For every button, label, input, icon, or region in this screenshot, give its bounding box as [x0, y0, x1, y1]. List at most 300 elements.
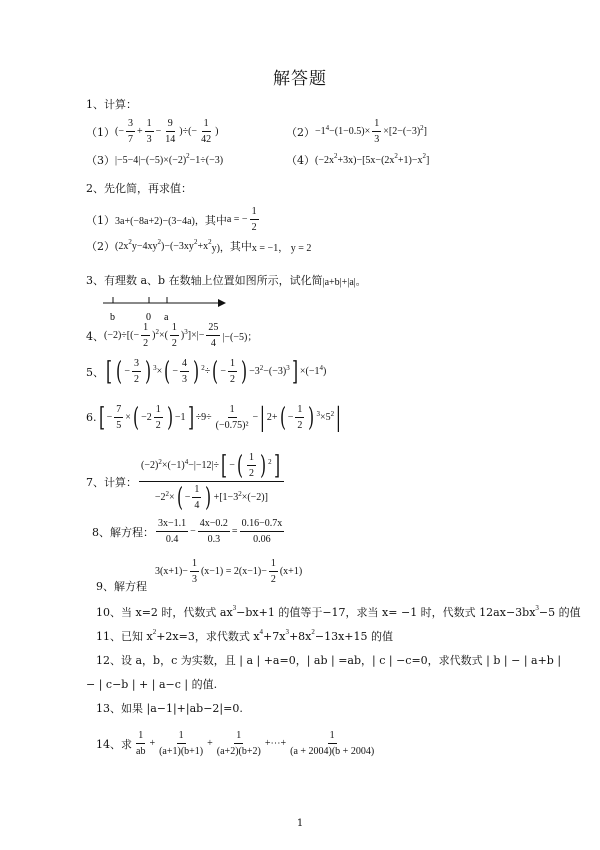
math-text: (−2): [141, 460, 159, 471]
superscript: 2: [208, 238, 212, 246]
math-text: −: [184, 492, 191, 503]
bracket: ]: [291, 356, 298, 387]
label-text: −13x+15 的值: [314, 630, 394, 643]
math-text: −: [287, 412, 294, 423]
problem-q1-4: [286, 152, 429, 168]
superscript: 3: [286, 363, 290, 372]
math-text: 0.3: [207, 534, 221, 545]
superscript: 2: [422, 152, 427, 160]
denominator: [199, 132, 213, 145]
math-text: 1: [138, 730, 144, 741]
math-text: |−5−4|−(−5)×(−2): [115, 154, 187, 166]
label-text: 4、: [86, 329, 104, 343]
bracket: ): [260, 450, 267, 481]
fraction: [214, 404, 251, 431]
math-text: a = −: [226, 214, 248, 225]
label-text: −bx+1 的值等于−17，求当 x= −1 时，代数式 12ax−3bx: [236, 606, 536, 619]
numerator: [228, 404, 237, 418]
denominator: [114, 418, 123, 431]
superscript: 4: [325, 123, 330, 132]
bracket: ): [308, 402, 315, 433]
bracket: ): [241, 356, 248, 387]
bracket: (: [236, 450, 243, 481]
fraction: [228, 358, 237, 385]
superscript: 2: [165, 489, 169, 498]
label-text: 13、如果 |a−1|+|ab−2|=0.: [96, 702, 243, 715]
math-text: (a+2)(b+2): [216, 746, 261, 757]
math-text: ×: [168, 492, 175, 503]
bracket: (: [132, 402, 140, 433]
bracket: (: [164, 356, 171, 387]
math-text: ×: [125, 412, 131, 423]
math-text: 1: [155, 404, 161, 415]
label-text: 3、有理数 a、b 在数轴上位置如图所示，试化简: [86, 274, 323, 287]
superscript: 2: [238, 489, 242, 498]
denominator: [215, 744, 263, 757]
superscript: 3: [535, 604, 539, 612]
denominator: [170, 336, 179, 349]
numerator: [250, 206, 259, 220]
fraction: [288, 730, 376, 757]
math-text: 3: [191, 574, 197, 585]
denominator: [141, 336, 150, 349]
problem-q3: [86, 272, 366, 288]
math-text: 3(x+1)−: [155, 566, 188, 577]
math-text: (a+1)(b+1): [159, 746, 204, 757]
numerator: [192, 484, 201, 498]
math-text: 2: [270, 574, 276, 585]
math-text: 2: [155, 420, 161, 431]
math-text: ): [152, 330, 156, 341]
denominator: [164, 532, 181, 545]
math-text: 7: [116, 404, 122, 415]
math-text: 1: [178, 730, 184, 741]
math-text: )÷(−: [179, 126, 198, 137]
numerator: [247, 452, 256, 466]
fraction: [247, 452, 256, 479]
math-text: −: [172, 366, 179, 377]
denominator: [154, 418, 163, 431]
numerator: [136, 730, 145, 744]
fraction: [372, 118, 381, 145]
bracket: [: [98, 402, 105, 433]
math-text: ×(−2)]: [241, 492, 268, 503]
bracket: ]: [187, 402, 194, 433]
superscript: 2: [420, 123, 424, 132]
math-text: 1: [143, 322, 149, 333]
math-text: )−(−3xy: [160, 240, 194, 252]
math-text: +x: [197, 240, 209, 252]
label-text: 11、已知 x: [96, 630, 153, 643]
math-text: 0.16−0.7x: [241, 518, 283, 529]
label-text: 14、求: [96, 737, 132, 751]
bracket: ): [205, 482, 212, 513]
math-text: −: [220, 366, 226, 377]
math-text: 1: [191, 558, 197, 569]
superscript: 2: [268, 457, 272, 466]
math-text: 42: [201, 134, 212, 145]
bracket: [: [221, 450, 228, 481]
superscript: 2: [186, 152, 190, 160]
math-text: ab: [136, 746, 146, 757]
denominator: [209, 336, 218, 349]
problem-q1: [86, 96, 137, 112]
numerator: [240, 518, 285, 532]
bracket: (: [176, 482, 183, 513]
fraction: [250, 206, 259, 233]
superscript: 2: [157, 238, 161, 246]
superscript: 2: [193, 238, 198, 246]
label-text: （4）: [286, 154, 315, 167]
denominator: [288, 744, 376, 757]
fraction: [180, 358, 189, 385]
math-text: 0.4: [165, 534, 179, 545]
denominator: [192, 498, 201, 511]
numerator: [198, 518, 230, 532]
math-text: 1: [251, 206, 257, 217]
label-b: b: [110, 312, 115, 323]
superscript: 2: [155, 327, 159, 336]
math-text: 1: [230, 358, 235, 369]
problem-q7: [86, 452, 286, 511]
label-0: 0: [146, 312, 151, 323]
numerator: [328, 730, 337, 744]
fraction: [170, 322, 179, 349]
math-text: ×[2−(−3): [383, 126, 421, 137]
math-text: −: [190, 526, 196, 537]
fraction: [145, 118, 154, 145]
label-text: 7、计算：: [86, 475, 137, 489]
superscript: 2: [158, 457, 162, 466]
fraction: [156, 518, 188, 545]
fraction: [295, 404, 304, 431]
problem-q9: [96, 578, 147, 594]
math-text: ×5: [319, 412, 331, 423]
problem-q2: [86, 180, 192, 196]
math-text: 7: [127, 134, 133, 145]
denominator: [206, 532, 223, 545]
numerator: [202, 118, 211, 132]
bracket: (: [212, 356, 219, 387]
math-text: =: [231, 526, 238, 537]
math-text: 0.06: [253, 534, 271, 545]
superscript: 4: [259, 628, 264, 636]
math-text: ×(−1): [161, 460, 185, 471]
math-text: y)，: [211, 242, 230, 254]
math-text: ×: [156, 366, 163, 377]
math-text: 2: [171, 338, 177, 349]
superscript: 3: [232, 604, 237, 612]
numerator: [132, 358, 141, 372]
denominator: [145, 132, 154, 145]
denominator: [372, 132, 381, 145]
math-text: 2: [297, 420, 303, 431]
math-text: +1)−x: [397, 154, 423, 166]
math-text: +⋯+: [264, 738, 287, 749]
superscript: 2: [152, 628, 157, 636]
fraction: [206, 322, 220, 349]
problem-q12: [96, 652, 561, 668]
math-text: ÷9÷: [195, 412, 212, 423]
problem-q10: [96, 604, 581, 620]
math-text: −(1−0.5)×: [329, 126, 371, 137]
math-text: (x+1): [279, 566, 303, 577]
fraction: [134, 730, 147, 757]
math-text: x = −1， y = 2: [251, 242, 312, 254]
problem-q13: [96, 700, 243, 716]
math-text: 4: [194, 500, 200, 511]
problem-q6: [86, 404, 343, 431]
math-text: 1: [236, 730, 242, 741]
math-text: −|−12|÷: [188, 460, 220, 471]
math-text: 25: [208, 322, 219, 333]
label-text: 12、设 a，b，c 为实数，且 | a | +a=0，| ab | =ab，| c | −c=0，求代数式 | b | − | a+b |: [96, 654, 562, 667]
denominator: [247, 466, 256, 479]
math-text: −2: [154, 492, 166, 503]
math-text: ÷: [204, 366, 211, 377]
math-text: 2: [249, 468, 254, 479]
fraction: [163, 118, 177, 145]
superscript: 3: [184, 327, 188, 336]
math-text: ]: [426, 154, 430, 166]
fraction: [139, 452, 284, 511]
numerator: [372, 118, 381, 132]
label-text: +7x: [263, 629, 286, 643]
fraction: [114, 404, 123, 431]
fraction: [190, 558, 199, 585]
numerator: [114, 404, 123, 418]
problem-q11: [96, 628, 393, 644]
superscript: 2: [394, 152, 398, 160]
numerator: [145, 118, 154, 132]
numerator: [166, 118, 175, 132]
math-text: 1: [297, 404, 303, 415]
math-text: (−: [115, 126, 124, 137]
math-text: +: [149, 738, 156, 749]
bracket: |: [259, 402, 266, 433]
denominator: [134, 744, 147, 757]
label-text: +8x: [288, 629, 312, 643]
superscript: 2: [333, 152, 338, 160]
superscript: 2: [128, 238, 132, 246]
math-text: −1: [174, 412, 186, 423]
math-text: (−0.75)²: [215, 420, 249, 431]
numerator: [269, 558, 278, 572]
math-text: 3: [182, 374, 188, 385]
math-text: ): [215, 126, 219, 137]
label-text: （2）: [86, 240, 115, 253]
label-a: a: [164, 312, 169, 323]
bracket: ): [166, 402, 173, 433]
math-text: −: [124, 366, 130, 377]
math-text: ×(: [158, 330, 168, 341]
denominator: [132, 372, 141, 385]
label-text: 2、先化简，再求值：: [86, 182, 192, 195]
denominator: [269, 572, 278, 585]
label-text: 6.: [86, 411, 97, 424]
numerator: [234, 730, 243, 744]
math-text: y−4xy: [131, 240, 158, 252]
numerator: [180, 358, 189, 372]
bracket: ]: [273, 450, 280, 481]
math-text: +: [136, 126, 143, 137]
superscript: 2: [330, 409, 335, 418]
math-text: 1: [270, 558, 276, 569]
problem-q5: [86, 358, 326, 385]
problem-q2-2: [86, 238, 311, 254]
superscript: 3: [285, 628, 289, 636]
math-text: ]×|−: [187, 330, 205, 341]
label-text: （1）: [86, 125, 115, 139]
numerator: [295, 404, 304, 418]
math-text: 3: [133, 358, 139, 369]
math-text: 1: [194, 484, 200, 495]
math-text: 1: [249, 452, 254, 463]
math-text: (−2x: [315, 154, 334, 166]
denominator: [190, 572, 199, 585]
problem-q4: [86, 322, 257, 349]
math-text: −2: [141, 412, 152, 423]
math-text: 4: [182, 358, 188, 369]
math-text: 3x−1.1: [158, 518, 187, 529]
math-text: ): [180, 330, 185, 341]
math-text: −(−3): [263, 366, 287, 377]
label-text: 8、解方程：: [92, 525, 154, 539]
problem-q1-1: [86, 118, 218, 145]
superscript: 4: [184, 457, 189, 466]
math-text: 1: [229, 404, 235, 415]
bracket: (: [279, 402, 286, 433]
math-text: 3: [146, 134, 152, 145]
math-text: ]: [423, 126, 427, 137]
bracket: |: [335, 402, 342, 433]
math-text: 3: [127, 118, 133, 129]
label-text: （1）: [86, 213, 115, 227]
label-text: 5、: [86, 365, 104, 379]
label-text: 1、计算：: [86, 98, 137, 111]
numerator: [139, 452, 284, 482]
fraction: [199, 118, 213, 145]
number-line: [100, 295, 230, 325]
bracket: [: [106, 356, 113, 387]
math-text: ): [323, 366, 327, 377]
bracket: (: [116, 356, 123, 387]
problem-q14: [96, 730, 378, 757]
arrow-icon: [218, 299, 226, 307]
math-text: −: [106, 412, 113, 423]
math-text: 1: [203, 118, 209, 129]
superscript: 4: [319, 363, 324, 372]
math-text: 4: [210, 338, 216, 349]
math-text: |a+b|+|a|。: [322, 276, 366, 288]
numerator: [190, 558, 199, 572]
math-text: +3x)−[5x−(2x: [337, 154, 395, 166]
label-text: 9、解方程: [96, 580, 147, 593]
denominator: [295, 418, 304, 431]
math-text: 2: [251, 222, 257, 233]
math-text: −: [252, 412, 259, 423]
denominator: [153, 482, 270, 511]
superscript: 2: [259, 363, 264, 372]
math-text: |−(−5)；: [222, 332, 258, 343]
denominator: [228, 372, 237, 385]
page-number: 1: [296, 818, 304, 829]
problem-q12-cont: [86, 676, 217, 692]
fraction: [141, 322, 150, 349]
fraction: [192, 484, 201, 511]
math-text: (x−1) = 2(x−1)−: [200, 566, 267, 577]
math-text: 2+: [266, 412, 278, 423]
math-text: (a + 2004)(b + 2004): [290, 746, 375, 757]
math-text: 1: [329, 730, 335, 741]
problem-q2-1: [86, 206, 261, 233]
math-text: +[1−3: [213, 492, 239, 503]
math-text: 3: [374, 134, 380, 145]
math-text: 2: [230, 374, 235, 385]
label-text: 其中: [229, 240, 252, 253]
denominator: [126, 132, 135, 145]
fraction: [157, 730, 205, 757]
numerator: [177, 730, 186, 744]
superscript: 3: [316, 409, 320, 418]
math-text: −: [229, 460, 235, 471]
fraction: [240, 518, 285, 545]
superscript: 2: [201, 363, 205, 372]
numerator: [154, 404, 163, 418]
superscript: 2: [311, 628, 315, 636]
math-text: 1: [171, 322, 177, 333]
math-text: −: [155, 126, 162, 137]
superscript: 3: [153, 363, 157, 372]
label-text: （2）: [286, 125, 315, 139]
problem-q9-eq: [155, 558, 302, 585]
label-text: 其中: [204, 213, 227, 227]
numerator: [156, 518, 188, 532]
label-text: 10、当 x=2 时，代数式 ax: [96, 606, 233, 619]
label-text: （3）: [86, 154, 115, 167]
numerator: [126, 118, 135, 132]
math-text: 14: [165, 134, 176, 145]
math-text: 2: [133, 374, 139, 385]
label-text: +2x=3，求代数式 x: [156, 630, 260, 643]
label-text: −5 的值: [538, 606, 581, 619]
problem-q1-3: [86, 152, 223, 168]
math-text: −3: [249, 366, 260, 377]
denominator: [250, 220, 259, 233]
problem-q8: [92, 518, 286, 545]
fraction: [269, 558, 278, 585]
math-text: +: [207, 738, 213, 749]
math-text: −1÷(−3): [189, 154, 224, 166]
math-text: 5: [116, 420, 122, 431]
math-text: 1: [146, 118, 152, 129]
fraction: [132, 358, 141, 385]
fraction: [215, 730, 263, 757]
math-text: 2: [143, 338, 149, 349]
numerator: [228, 358, 237, 372]
denominator: [163, 132, 177, 145]
math-text: 9: [167, 118, 173, 129]
math-text: 1: [374, 118, 380, 129]
math-text: −1: [315, 126, 326, 137]
denominator: [180, 372, 189, 385]
bracket: ): [144, 356, 152, 387]
denominator: [251, 532, 273, 545]
page-title: 解答题: [273, 69, 327, 89]
problem-q1-2: [286, 118, 427, 145]
math-text: ×(−1: [299, 366, 320, 377]
math-text: (2x: [115, 240, 129, 252]
